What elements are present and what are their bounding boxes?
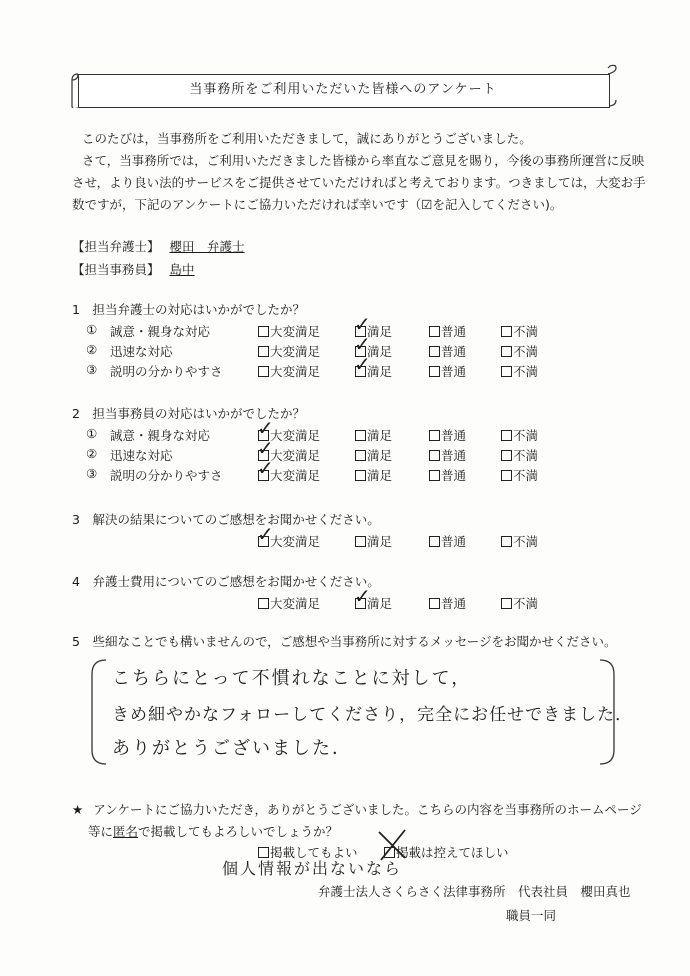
- comment-line-1: こちらにとって不慣れなことに対して，: [112, 668, 472, 689]
- q2-item-2-num: ③: [86, 466, 98, 481]
- comment-line-3: ありがとうございました．: [112, 738, 352, 759]
- star-icon: ★: [72, 802, 84, 817]
- q1-item-0-label: 誠意・親身な対応: [110, 324, 211, 339]
- q4-check-mark: ✓: [354, 584, 371, 608]
- handwritten-note: 個人情報が出ないなら: [222, 859, 403, 878]
- q1-item-2-option-label-1: 満足: [367, 364, 393, 379]
- q2-item-1-num: ②: [86, 446, 98, 461]
- q2-item-0-check-mark: ✓: [257, 416, 274, 440]
- q2-item-0-option-2[interactable]: [429, 426, 466, 444]
- q4-option-label-2: 普通: [441, 596, 467, 611]
- q1-item-2-num: ③: [86, 362, 98, 377]
- q2-item-1-option-3[interactable]: [501, 446, 538, 464]
- q3-checkbox-3[interactable]: [501, 536, 512, 547]
- firm-signature: 弁護士法人さくらさく法律事務所 代表社員 櫻田真也: [318, 884, 631, 899]
- q1-item-2-option-label-0: 大変満足: [270, 364, 321, 379]
- q2-item-1-option-label-0: 大変満足: [270, 448, 321, 463]
- q3-option-3[interactable]: [501, 532, 538, 550]
- comment-line-2: きめ細やかなフォローしてくださり，完全にお任せできました．: [112, 705, 634, 725]
- q2-item-0-option-label-2: 普通: [441, 428, 467, 443]
- footer-line-2: [88, 822, 338, 840]
- q2-item-2-check-mark: ✓: [257, 456, 274, 480]
- q2-item-2-option-label-2: 普通: [441, 468, 467, 483]
- q3-option-label-3: 不満: [513, 534, 539, 549]
- q2-item-0-option-1[interactable]: [355, 426, 392, 444]
- q1-item-1-option-label-0: 大変満足: [270, 344, 321, 359]
- q3-option-label-0: 大変満足: [270, 534, 321, 549]
- q1-item-0-num: ①: [86, 322, 98, 337]
- q1-item-0-option-label-3: 不満: [513, 324, 539, 339]
- q4-checkbox-2[interactable]: [429, 598, 440, 609]
- q1-item-1-checkbox-0[interactable]: [258, 346, 269, 357]
- q1-item-0-option-label-2: 普通: [441, 324, 467, 339]
- q1-item-2-label: 説明の分かりやすさ: [110, 364, 223, 379]
- q2-item-2-label: 説明の分かりやすさ: [110, 468, 223, 483]
- q1-item-1-option-label-2: 普通: [441, 344, 467, 359]
- q2-item-2-option-label-3: 不満: [513, 468, 539, 483]
- lawyer-name: 櫻田 弁護士: [169, 239, 245, 254]
- q1-item-0-option-3[interactable]: [501, 322, 538, 340]
- q4-option-0[interactable]: [258, 594, 320, 612]
- q1-item-0-checkbox-0[interactable]: [258, 326, 269, 337]
- footer-text-2c: で掲載してもよろしいでしょうか？: [138, 824, 339, 839]
- q4-checkbox-0[interactable]: [258, 598, 269, 609]
- q2-item-2-option-1[interactable]: [355, 466, 392, 484]
- q1-item-1-option-3[interactable]: [501, 342, 538, 360]
- q1-item-2-check-mark: ✓: [354, 352, 371, 376]
- q3-option-2[interactable]: [429, 532, 466, 550]
- q1-item-2-checkbox-0[interactable]: [258, 366, 269, 377]
- clerk-field: [72, 260, 207, 278]
- q1-item-0-checkbox-2[interactable]: [429, 326, 440, 337]
- q2-item-2-option-label-1: 満足: [367, 468, 393, 483]
- q2-item-1-option-label-2: 普通: [441, 448, 467, 463]
- clerk-name: 島中: [169, 262, 195, 277]
- q1-item-2-checkbox-2[interactable]: [429, 366, 440, 377]
- q1-item-1-check-mark: ✓: [354, 332, 371, 356]
- q2-item-1-option-label-1: 満足: [367, 448, 393, 463]
- q2-item-1-option-1[interactable]: [355, 446, 392, 464]
- lawyer-label: 【担当弁護士】: [72, 239, 160, 254]
- q1-item-0-option-0[interactable]: [258, 322, 320, 340]
- q2-title: 2 担当事務員の対応はいかがでしたか？: [72, 406, 305, 421]
- q2-item-0-num: ①: [86, 426, 98, 441]
- staff-signature: 職員一同: [506, 908, 557, 923]
- intro-line-4: 数ですが，下記のアンケートにご協力いただければ幸いです（☑を記入してください)。: [72, 197, 563, 212]
- q1-item-0-check-mark: ✓: [354, 312, 371, 336]
- q1-item-2-option-2[interactable]: [429, 362, 466, 380]
- footer-text-2b: 匿名: [113, 824, 139, 839]
- q2-item-2-option-3[interactable]: [501, 466, 538, 484]
- intro-line-2: さて，当事務所では，ご利用いただきました皆様から率直なご意見を賜り，今後の事務所運営に反映: [82, 153, 645, 168]
- q4-option-label-0: 大変満足: [270, 596, 321, 611]
- intro-line-3: させ，より良い法的サービスをご提供させていただければと考えております。つきましては，大変お手: [72, 175, 646, 190]
- q1-item-2-option-3[interactable]: [501, 362, 538, 380]
- footer-text-2a: 等に: [88, 824, 114, 839]
- q2-item-0-option-label-1: 満足: [367, 428, 393, 443]
- q2-item-0-option-label-3: 不満: [513, 428, 539, 443]
- q1-item-0-option-label-0: 大変満足: [270, 324, 321, 339]
- q2-item-0-checkbox-3[interactable]: [501, 430, 512, 441]
- q1-item-2-option-label-3: 不満: [513, 364, 539, 379]
- q1-item-1-option-2[interactable]: [429, 342, 466, 360]
- q2-item-2-checkbox-1[interactable]: [355, 470, 366, 481]
- footer-text-1: アンケートにご協力いただき，ありがとうございました。こちらの内容を当事務所のホームページ: [93, 802, 642, 817]
- q2-item-2-option-label-0: 大変満足: [270, 468, 321, 483]
- q2-item-1-checkbox-2[interactable]: [429, 450, 440, 461]
- q2-item-0-option-3[interactable]: [501, 426, 538, 444]
- q1-item-1-option-label-1: 満足: [367, 344, 393, 359]
- q3-option-label-2: 普通: [441, 534, 467, 549]
- q2-item-1-option-2[interactable]: [429, 446, 466, 464]
- q4-option-2[interactable]: [429, 594, 466, 612]
- intro-line-1: このたびは，当事務所をご利用いただきまして，誠にありがとうございました。: [82, 131, 532, 146]
- q1-item-2-option-0[interactable]: [258, 362, 320, 380]
- q4-option-label-1: 満足: [367, 596, 393, 611]
- q1-item-1-checkbox-3[interactable]: [501, 346, 512, 357]
- q3-option-1[interactable]: [355, 532, 392, 550]
- clerk-label: 【担当事務員】: [72, 262, 160, 277]
- publish-ok-label: 掲載してもよい: [270, 845, 358, 860]
- q4-option-3[interactable]: [501, 594, 538, 612]
- q2-item-2-option-2[interactable]: [429, 466, 466, 484]
- q3-checkbox-2[interactable]: [429, 536, 440, 547]
- q1-item-1-label: 迅速な対応: [110, 344, 173, 359]
- q3-check-mark: ✓: [257, 522, 274, 546]
- q1-item-2-option-label-2: 普通: [441, 364, 467, 379]
- lawyer-field: [72, 237, 245, 255]
- q4-option-label-3: 不満: [513, 596, 539, 611]
- q1-item-1-option-0[interactable]: [258, 342, 320, 360]
- q5-title: 5 些細なことでも構いませんので，ご感想や当事務所に対するメッセージをお聞かせください。: [72, 634, 617, 649]
- q1-item-1-checkbox-2[interactable]: [429, 346, 440, 357]
- q2-item-0-checkbox-1[interactable]: [355, 430, 366, 441]
- q2-item-1-label: 迅速な対応: [110, 448, 173, 463]
- footer-line-1: [72, 800, 642, 818]
- q2-item-2-checkbox-2[interactable]: [429, 470, 440, 481]
- q2-item-1-checkbox-3[interactable]: [501, 450, 512, 461]
- q1-item-0-option-label-1: 満足: [367, 324, 393, 339]
- q1-item-0-checkbox-3[interactable]: [501, 326, 512, 337]
- q2-item-1-option-label-3: 不満: [513, 448, 539, 463]
- q3-title: 3 解決の結果についてのご感想をお聞かせください。: [72, 512, 380, 527]
- q2-item-0-label: 誠意・親身な対応: [110, 428, 211, 443]
- q1-item-0-option-2[interactable]: [429, 322, 466, 340]
- q2-item-2-checkbox-3[interactable]: [501, 470, 512, 481]
- q1-item-1-num: ②: [86, 342, 98, 357]
- q1-title: 1 担当弁護士の対応はいかがでしたか？: [72, 302, 305, 317]
- q2-item-0-checkbox-2[interactable]: [429, 430, 440, 441]
- q2-item-1-checkbox-1[interactable]: [355, 450, 366, 461]
- title-banner: [70, 64, 618, 108]
- publish-ng-label: 掲載は控えてほしい: [396, 845, 509, 860]
- q4-title: 4 弁護士費用についてのご感想をお聞かせください。: [72, 574, 380, 589]
- q3-checkbox-1[interactable]: [355, 536, 366, 547]
- q2-item-0-option-label-0: 大変満足: [270, 428, 321, 443]
- page-title: 当事務所をご利用いただいた皆様へのアンケート: [189, 82, 497, 97]
- q4-checkbox-3[interactable]: [501, 598, 512, 609]
- q1-item-1-option-label-3: 不満: [513, 344, 539, 359]
- q3-option-label-1: 満足: [367, 534, 393, 549]
- q2-item-1-check-mark: ✓: [257, 436, 274, 460]
- q1-item-2-checkbox-3[interactable]: [501, 366, 512, 377]
